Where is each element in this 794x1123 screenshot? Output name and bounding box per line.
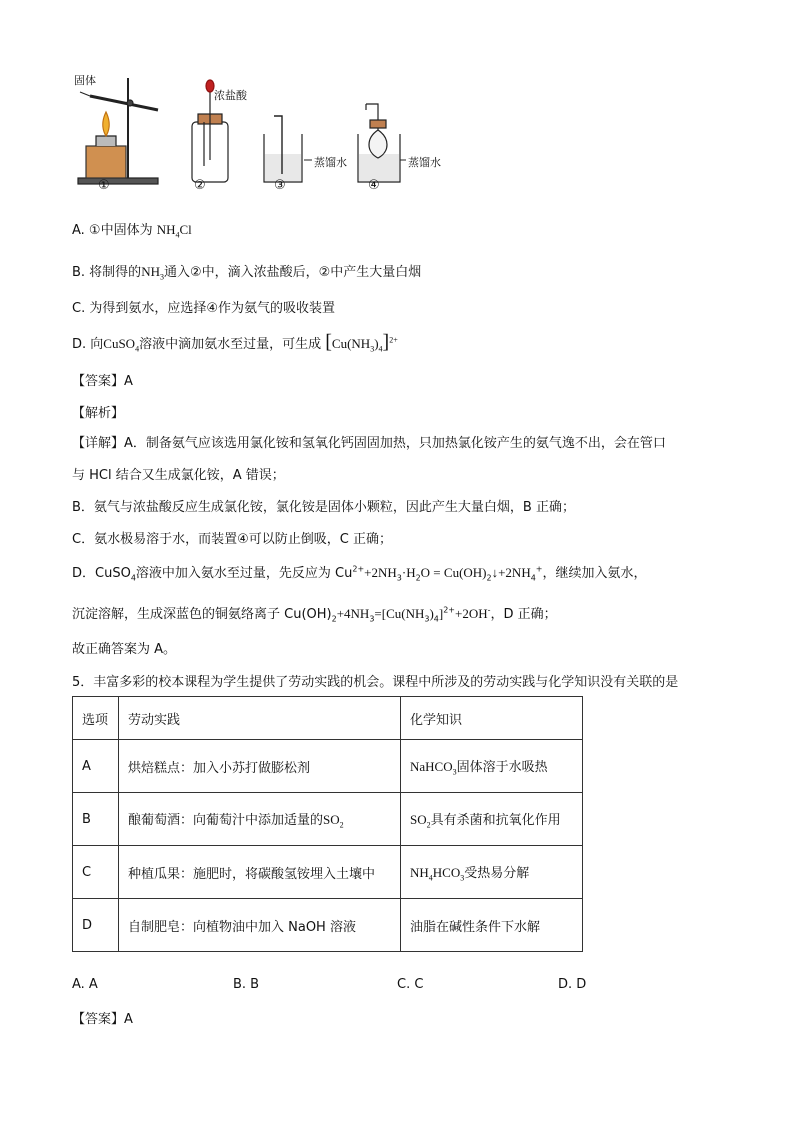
label-num-2: ② (194, 178, 206, 193)
row-knowledge: $NH_4HCO_3$受热易分解 (401, 846, 583, 899)
choice-a: A. A (72, 977, 98, 992)
answer-label-q4: 【答案】A (72, 374, 133, 389)
row-practice: 酿葡萄酒：向葡萄汁中添加适量的$SO_2$ (119, 793, 401, 846)
header-practice: 劳动实践 (119, 697, 401, 740)
row-option: D (73, 899, 119, 952)
row-option: C (73, 846, 119, 899)
label-water-4: 蒸馏水 (408, 156, 441, 169)
q5-question: 5．丰富多彩的校本课程为学生提供了劳动实践的机会。课程中所涉及的劳动实践与化学知识没有关联的是 (72, 675, 679, 690)
table-row (73, 793, 583, 846)
choice-b: B. B (233, 977, 260, 992)
label-water-3: 蒸馏水 (314, 156, 347, 169)
header-option: 选项 (73, 697, 119, 740)
row-practice: 烘焙糕点：加入小苏打做膨松剂 (119, 740, 401, 793)
label-conc-hcl: 浓盐酸 (214, 89, 247, 102)
conclusion: 故正确答案为 A。 (72, 642, 177, 657)
table-row (73, 846, 583, 899)
detail-d-line-1: D．CuSO$_4$溶液中加入氨水至过量，先反应为 $Cu^{2+}+2NH_3\cdot H_2O$ = $Cu(OH)_2↓+2NH_4^+$，继续加入氨水， (72, 564, 647, 583)
row-knowledge: 油脂在碱性条件下水解 (401, 899, 583, 952)
choice-c: C. C (397, 977, 424, 992)
row-practice: 种植瓜果：施肥时，将碳酸氢铵埋入土壤中 (119, 846, 401, 899)
row-practice: 自制肥皂：向植物油中加入 NaOH 溶液 (119, 899, 401, 952)
table-row (73, 899, 583, 952)
detail-d-line-2: 沉淀溶解，生成深蓝色的铜氨络离子 $Cu(OH)_2+4NH_3=[Cu(NH_3)_4]^{2+}+2OH^-$，D 正确； (72, 605, 557, 624)
label-num-3: ③ (274, 178, 286, 193)
option-a: A. ①中固体为 $NH_4Cl$ (72, 222, 192, 240)
row-option: B (73, 793, 119, 846)
option-b: B. 将制得的$NH_3$通入②中，滴入浓盐酸后，②中产生大量白烟 (72, 264, 422, 282)
apparatus-drawing (60, 70, 460, 200)
detail-b: B．氨气与浓盐酸反应生成氯化铵，氯化铵是固体小颗粒，因此产生大量白烟，B 正确； (72, 500, 575, 515)
table-header-row (73, 697, 583, 740)
analysis-label: 【解析】 (72, 406, 125, 421)
row-option: A (73, 740, 119, 793)
label-solid: 固体 (74, 74, 96, 87)
row-knowledge: NaHCO$_3$固体溶于水吸热 (401, 740, 583, 793)
header-knowledge: 化学知识 (401, 697, 583, 740)
apparatus-figure (60, 70, 460, 200)
detail-line-2: 与 HCl 结合又生成氯化铵，A 错误； (72, 468, 285, 483)
q5-table (72, 696, 583, 952)
detail-line-1: 【详解】A．制备氨气应该选用氯化铵和氢氧化钙固固加热，只加热氯化铵产生的氨气逸不出，会在管口 (72, 436, 666, 451)
answer-label-q5: 【答案】A (72, 1012, 133, 1027)
detail-c: C．氨水极易溶于水，而装置④可以防止倒吸，C 正确； (72, 532, 392, 547)
row-knowledge: $SO_2$具有杀菌和抗氧化作用 (401, 793, 583, 846)
option-d: D. 向CuSO$_4$溶液中滴加氨水至过量，可生成 $[Cu(NH_3)_4]^{2+}$ (72, 331, 398, 354)
option-c: C. 为得到氨水，应选择④作为氨气的吸收装置 (72, 301, 335, 316)
label-num-4: ④ (368, 178, 380, 193)
choice-d: D. D (558, 977, 587, 992)
label-num-1: ① (98, 178, 110, 193)
table-row (73, 740, 583, 793)
